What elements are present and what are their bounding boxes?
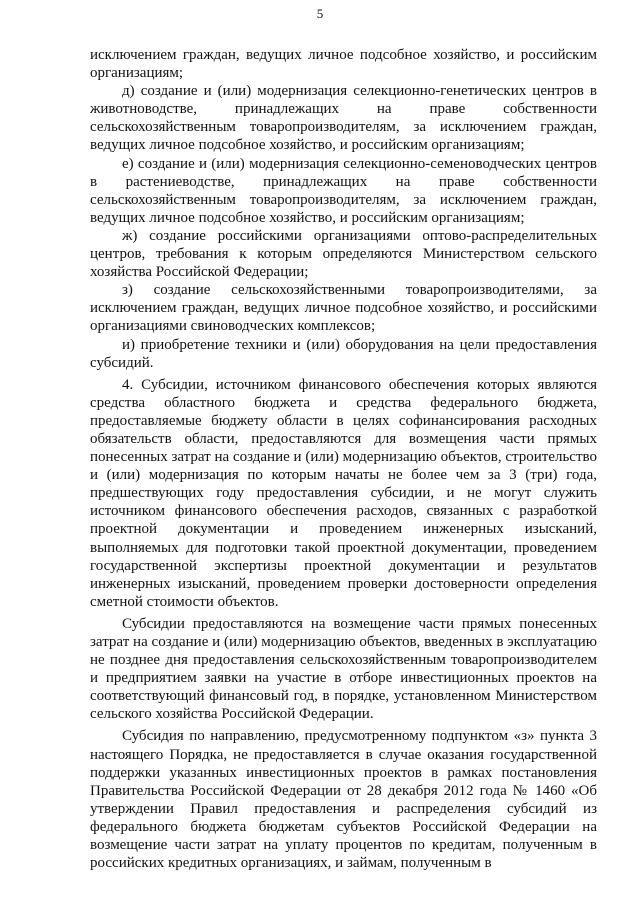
paragraph-continuation: исключением граждан, ведущих личное подсобное хозяйство, и российским организациям;	[90, 47, 597, 82]
paragraph-item-zh: ж) создание российскими организациями оптово-распределительных центров, требования к которым определяются Министерством сельского хозяйства Российской Федерации;	[90, 227, 597, 281]
page-number: 5	[316, 6, 324, 21]
paragraph-item-d: д) создание и (или) модернизация селекционно-генетических центров в животноводстве, принадлежащих на праве собственности сельскохозяйственным товаропроизводителям, за исключением граждан, ведущих личное подсобное хозяйство, и российским организациям;	[90, 83, 597, 154]
paragraph-subsidy-exception: Субсидия по направлению, предусмотренному подпунктом «з» пункта 3 настоящего Порядка, не предоставляется в случае оказания государственной поддержки указанных инвестиционных проектов в рамках постановления Правительства Российской Федерации от 28 декабря 2012 года № 1460 «Об утверждении Правил предоставления и распределения субсидий из федерального бюджета бюджетам субъектов Российской Федерации на возмещение части затрат на уплату процентов по кредитам, полученным в российских кредитных организациях, и займам, полученным в	[90, 728, 597, 872]
document-body	[90, 46, 597, 872]
paragraph-item-z: з) создание сельскохозяйственными товаропроизводителями, за исключением граждан, ведущих личное подсобное хозяйство, и российскими организациями свиноводческих комплексов;	[90, 282, 597, 335]
paragraph-item-i: и) приобретение техники и (или) оборудования на цели предоставления субсидий.	[90, 336, 597, 371]
paragraph-section-4: 4. Субсидии, источником финансового обеспечения которых являются средства областного бюджета и средства федерального бюджета, предоставляемые бюджету области в целях софинансирования расходных обязательств области, предоставляются для возмещения части прямых понесенных затрат на создание и (или) модернизацию объектов, строительство и (или) модернизация по которым начаты не более чем за 3 (три) года, предшествующих году предоставления субсидии, и не могут служить источником финансового обеспечения расходов, связанных с разработкой проектной документации и проведением инженерных изысканий, выполняемых для подготовки такой проектной документации, проведением государственной экспертизы проектной документации и результатов инженерных изысканий, проведением проверки достоверности определения сметной стоимости объектов.	[90, 376, 597, 610]
paragraph-subsidies-conditions: Субсидии предоставляются на возмещение части прямых понесенных затрат на создание и (или) модернизацию объектов, введенных в эксплуатацию не позднее дня предоставления сельскохозяйственным товаропроизводителем и предприятием заявки на участие в отборе инвестиционных проектов на соответствующий финансовый год, в порядке, установленном Министерством сельского хозяйства Российской Федерации.	[90, 615, 597, 723]
paragraph-item-e: е) создание и (или) модернизация селекционно-семеноводческих центров в растениеводстве, принадлежащих на праве собственности сельскохозяйственным товаропроизводителям, за исключением граждан, ведущих личное подсобное хозяйство, и российским организациям;	[90, 155, 597, 226]
